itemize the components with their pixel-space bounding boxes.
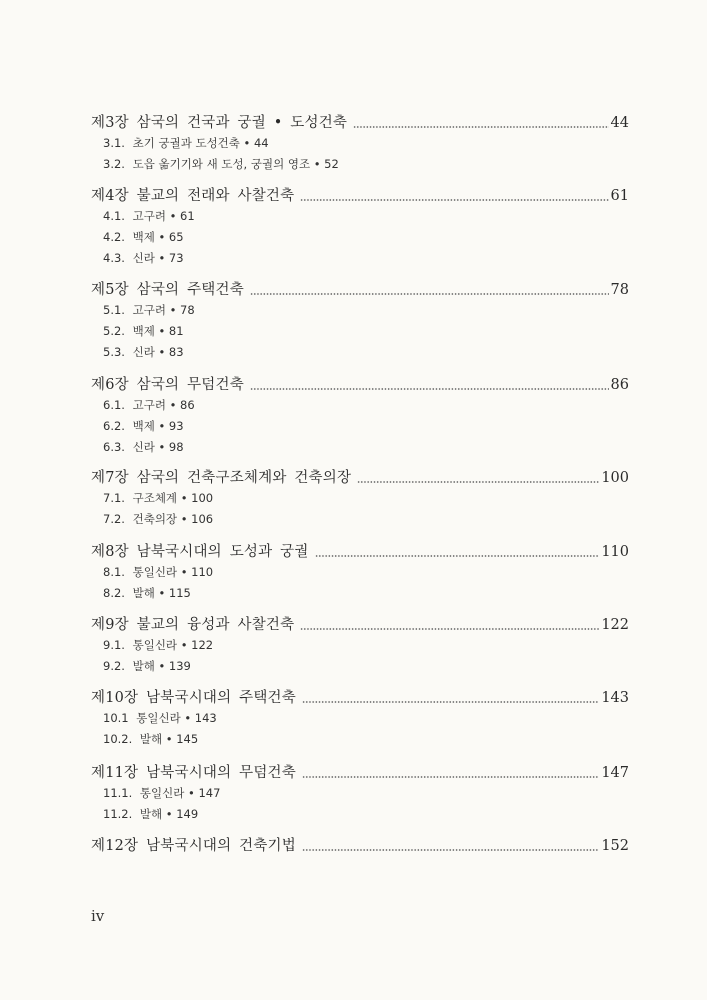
dot-leader (300, 198, 608, 202)
page-number: iv (91, 907, 105, 925)
section-list (91, 562, 629, 604)
section-title: 발해 • 149 (139, 807, 199, 821)
chapter-title: 제6장 삼국의 무덤건축 (91, 377, 244, 393)
section-title: 통일신라 • 143 (136, 711, 217, 725)
toc-chapter (91, 186, 629, 269)
section-title: 신라 • 83 (132, 345, 184, 359)
section-number: 5.3. (103, 345, 125, 359)
chapter-entry[interactable] (91, 836, 629, 856)
chapter-title: 제12장 남북국시대의 건축기법 (91, 838, 296, 854)
section-title: 신라 • 98 (132, 440, 184, 454)
section-number: 7.1. (103, 491, 125, 505)
section-title: 발해 • 115 (132, 586, 191, 600)
section-entry[interactable] (91, 708, 629, 729)
section-title: 도읍 옮기기와 새 도성, 궁궐의 영조 • 52 (132, 157, 339, 171)
section-title: 백제 • 93 (132, 419, 184, 433)
chapter-title: 제3장 삼국의 건국과 궁궐 • 도성건축 (91, 115, 348, 131)
section-title: 발해 • 145 (139, 732, 199, 746)
section-number: 4.2. (103, 230, 125, 244)
section-entry[interactable] (91, 227, 629, 248)
section-list (91, 206, 629, 269)
toc-chapter (91, 615, 629, 677)
section-number: 6.2. (103, 419, 125, 433)
chapter-page-number: 44 (610, 115, 629, 131)
section-number: 10.1 (103, 711, 129, 725)
section-entry[interactable] (91, 488, 629, 509)
chapter-title: 제5장 삼국의 주택건축 (91, 282, 244, 298)
chapter-entry[interactable] (91, 542, 629, 562)
chapter-page-number: 110 (601, 544, 629, 560)
chapter-page-number: 143 (601, 690, 629, 706)
chapter-title: 제8장 남북국시대의 도성과 궁궐 (91, 544, 309, 560)
section-number: 8.2. (103, 586, 125, 600)
chapter-page-number: 78 (610, 282, 629, 298)
section-title: 통일신라 • 147 (139, 786, 221, 800)
section-entry[interactable] (91, 437, 629, 458)
section-number: 3.1. (103, 136, 125, 150)
section-number: 5.1. (103, 303, 125, 317)
chapter-page-number: 100 (601, 470, 629, 486)
section-number: 6.3. (103, 440, 125, 454)
chapter-entry[interactable] (91, 615, 629, 635)
chapter-entry[interactable] (91, 375, 629, 395)
section-number: 9.2. (103, 659, 125, 673)
section-entry[interactable] (91, 804, 629, 825)
section-number: 5.2. (103, 324, 125, 338)
section-entry[interactable] (91, 783, 629, 804)
dot-leader (302, 848, 599, 852)
section-entry[interactable] (91, 583, 629, 604)
section-entry[interactable] (91, 509, 629, 530)
section-title: 건축의장 • 106 (132, 512, 214, 526)
section-title: 고구려 • 78 (132, 303, 195, 317)
section-title: 구조체계 • 100 (132, 491, 214, 505)
section-list (91, 395, 629, 458)
section-list (91, 300, 629, 363)
dot-leader (250, 292, 609, 296)
section-entry[interactable] (91, 248, 629, 269)
section-entry[interactable] (91, 300, 629, 321)
chapter-entry[interactable] (91, 113, 629, 133)
chapter-title: 제9장 불교의 융성과 사찰건축 (91, 617, 295, 633)
section-number: 4.3. (103, 251, 125, 265)
toc-chapter (91, 688, 629, 750)
chapter-title: 제7장 삼국의 건축구조체계와 건축의장 (91, 470, 352, 486)
dot-leader (315, 554, 600, 558)
section-entry[interactable] (91, 656, 629, 677)
section-entry[interactable] (91, 729, 629, 750)
chapter-title: 제11장 남북국시대의 무덤건축 (91, 765, 296, 781)
chapter-entry[interactable] (91, 186, 629, 206)
section-number: 11.1. (103, 786, 133, 800)
section-list (91, 488, 629, 530)
section-number: 8.1. (103, 565, 125, 579)
section-entry[interactable] (91, 416, 629, 437)
toc-chapter (91, 468, 629, 530)
dot-leader (302, 700, 599, 704)
chapter-entry[interactable] (91, 763, 629, 783)
section-number: 9.1. (103, 638, 125, 652)
section-entry[interactable] (91, 342, 629, 363)
chapter-title: 제10장 남북국시대의 주택건축 (91, 690, 296, 706)
section-title: 신라 • 73 (132, 251, 184, 265)
section-title: 백제 • 81 (132, 324, 184, 338)
toc-chapter (91, 113, 629, 175)
toc-chapter (91, 763, 629, 825)
section-title: 발해 • 139 (132, 659, 191, 673)
toc-chapter (91, 836, 629, 856)
section-entry[interactable] (91, 321, 629, 342)
section-entry[interactable] (91, 133, 629, 154)
section-title: 초기 궁궐과 도성건축 • 44 (132, 136, 269, 150)
section-number: 10.2. (103, 732, 133, 746)
chapter-page-number: 86 (610, 377, 629, 393)
section-list (91, 783, 629, 825)
dot-leader (353, 125, 608, 129)
toc-chapter (91, 280, 629, 363)
section-number: 3.2. (103, 157, 125, 171)
section-list (91, 133, 629, 175)
section-entry[interactable] (91, 562, 629, 583)
chapter-entry[interactable] (91, 688, 629, 708)
toc-chapter (91, 542, 629, 604)
chapter-page-number: 122 (601, 617, 629, 633)
section-number: 6.1. (103, 398, 125, 412)
section-number: 7.2. (103, 512, 125, 526)
dot-leader (357, 480, 599, 484)
toc-chapter (91, 375, 629, 458)
section-entry[interactable] (91, 395, 629, 416)
section-entry[interactable] (91, 154, 629, 175)
section-title: 통일신라 • 122 (132, 638, 214, 652)
chapter-entry[interactable] (91, 280, 629, 300)
chapter-entry[interactable] (91, 468, 629, 488)
dot-leader (250, 387, 609, 391)
section-number: 11.2. (103, 807, 133, 821)
section-number: 4.1. (103, 209, 125, 223)
section-entry[interactable] (91, 635, 629, 656)
section-list (91, 635, 629, 677)
chapter-page-number: 61 (610, 188, 629, 204)
chapter-page-number: 147 (601, 765, 629, 781)
dot-leader (300, 627, 599, 631)
chapter-page-number: 152 (601, 838, 629, 854)
section-title: 고구려 • 61 (132, 209, 195, 223)
section-list (91, 708, 629, 750)
dot-leader (302, 775, 599, 779)
section-title: 고구려 • 86 (132, 398, 195, 412)
section-title: 백제 • 65 (132, 230, 184, 244)
chapter-title: 제4장 불교의 전래와 사찰건축 (91, 188, 295, 204)
section-entry[interactable] (91, 206, 629, 227)
section-title: 통일신라 • 110 (132, 565, 214, 579)
